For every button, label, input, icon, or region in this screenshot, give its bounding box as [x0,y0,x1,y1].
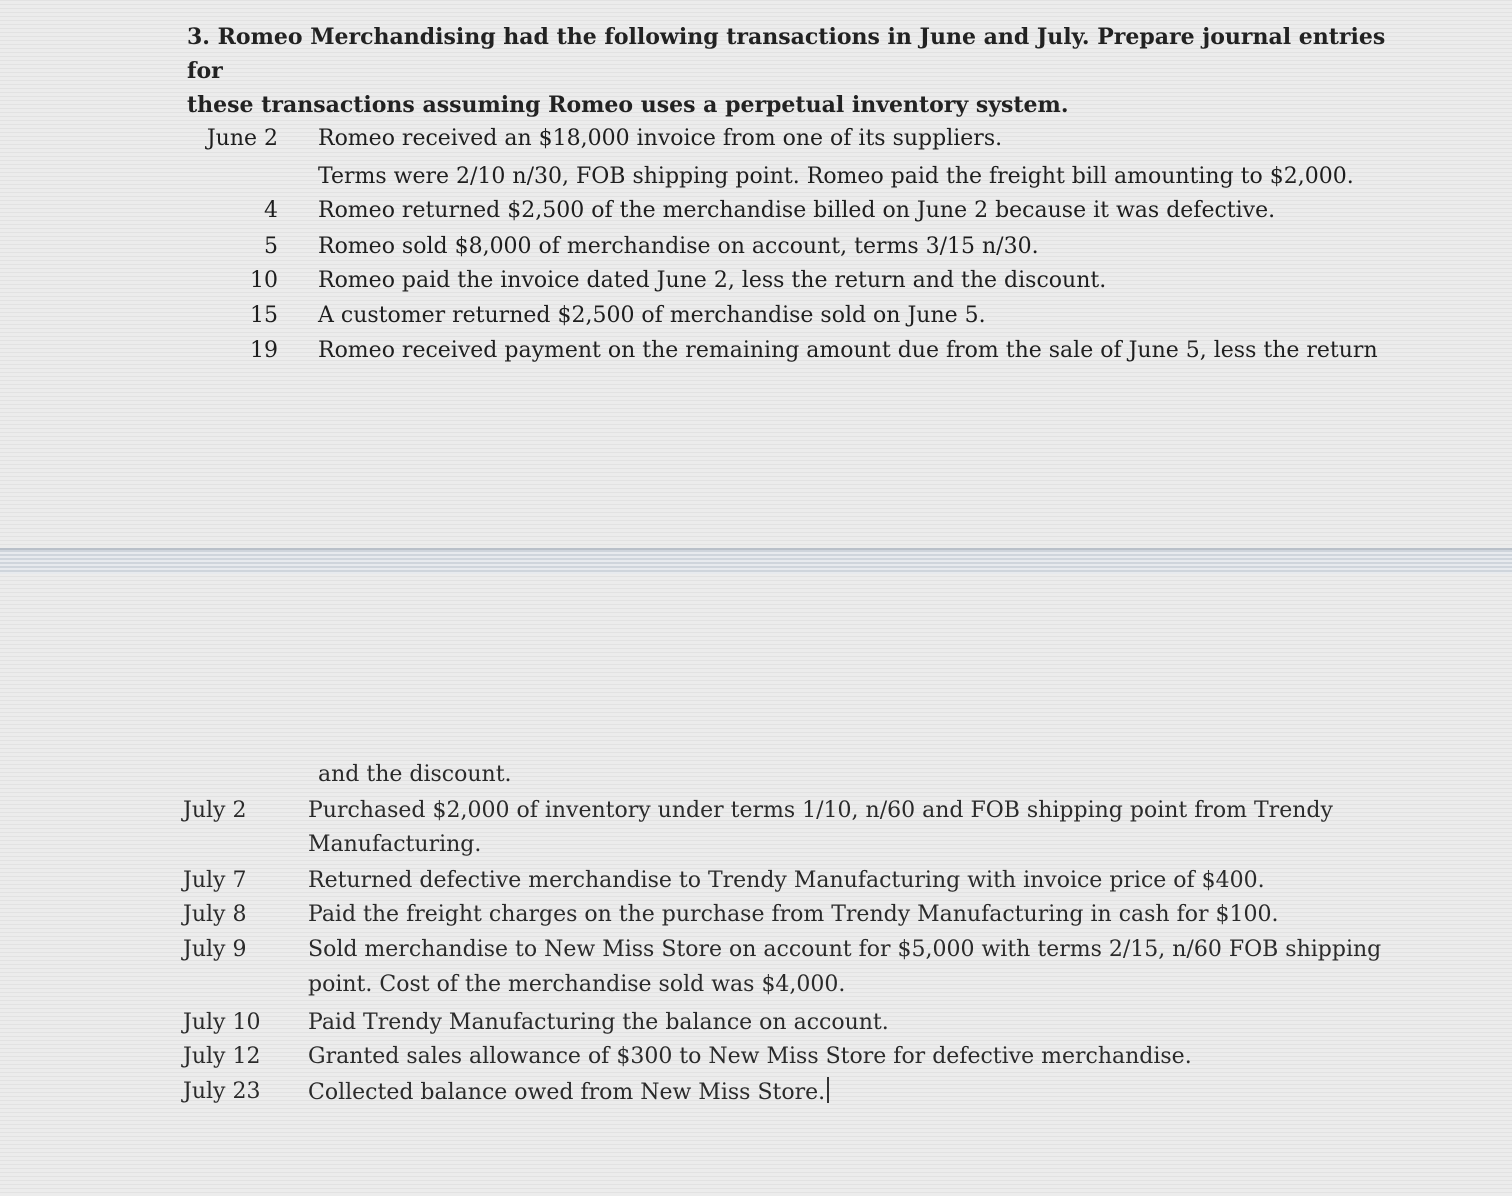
transaction-date: July 12 [183,1044,261,1069]
transaction-date: 10 [250,268,278,293]
page-separator [0,548,1512,577]
heading-line-1: 3. Romeo Merchandising had the following transactions in June and July. Prepare journal entries for [187,24,1386,84]
transaction-date: July 10 [183,1010,261,1035]
continuation-text: and the discount. [318,762,512,787]
transaction-text: Romeo paid the invoice dated June 2, less the return and the discount. [318,268,1107,293]
transaction-text: A customer returned $2,500 of merchandise sold on June 5. [318,303,986,328]
transaction-text: Terms were 2/10 n/30, FOB shipping point. Romeo paid the freight bill amounting to $2,000. [318,164,1354,189]
transaction-date: 15 [250,303,278,328]
heading-line-2: these transactions assuming Romeo uses a perpetual inventory system. [187,92,1069,118]
transaction-text: Romeo sold $8,000 of merchandise on account, terms 3/15 n/30. [318,234,1039,259]
transaction-date: 4 [264,198,278,223]
transaction-date: June 2 [206,126,278,151]
question-heading [187,20,1387,122]
transaction-text: Returned defective merchandise to Trendy Manufacturing with invoice price of $400. [308,868,1265,893]
transaction-date: July 2 [183,798,247,823]
transaction-date: July 23 [183,1079,261,1104]
text-cursor[interactable] [827,1077,829,1103]
transaction-text: Purchased $2,000 of inventory under terms 1/10, n/60 and FOB shipping point from Trendy [308,798,1333,823]
transaction-text: Manufacturing. [308,832,482,857]
transaction-text: Romeo received an $18,000 invoice from one of its suppliers. [318,126,1003,151]
transaction-date: July 7 [183,868,247,893]
transaction-date: July 8 [183,902,247,927]
transaction-text: Paid the freight charges on the purchase from Trendy Manufacturing in cash for $100. [308,902,1279,927]
transaction-date: 5 [264,234,278,259]
transaction-date: 19 [250,338,278,363]
transaction-text: Collected balance owed from New Miss Store. [308,1080,826,1105]
transaction-text: Romeo received payment on the remaining amount due from the sale of June 5, less the return [318,338,1378,363]
transaction-text: Granted sales allowance of $300 to New Miss Store for defective merchandise. [308,1044,1192,1069]
transaction-text: Paid Trendy Manufacturing the balance on account. [308,1010,889,1035]
transaction-text: Sold merchandise to New Miss Store on account for $5,000 with terms 2/15, n/60 FOB shipping [308,937,1382,962]
transaction-date: July 9 [183,937,247,962]
transaction-text-wrapper [308,1077,829,1108]
transaction-text: point. Cost of the merchandise sold was $4,000. [308,972,846,997]
transaction-text: Romeo returned $2,500 of the merchandise billed on June 2 because it was defective. [318,198,1276,223]
